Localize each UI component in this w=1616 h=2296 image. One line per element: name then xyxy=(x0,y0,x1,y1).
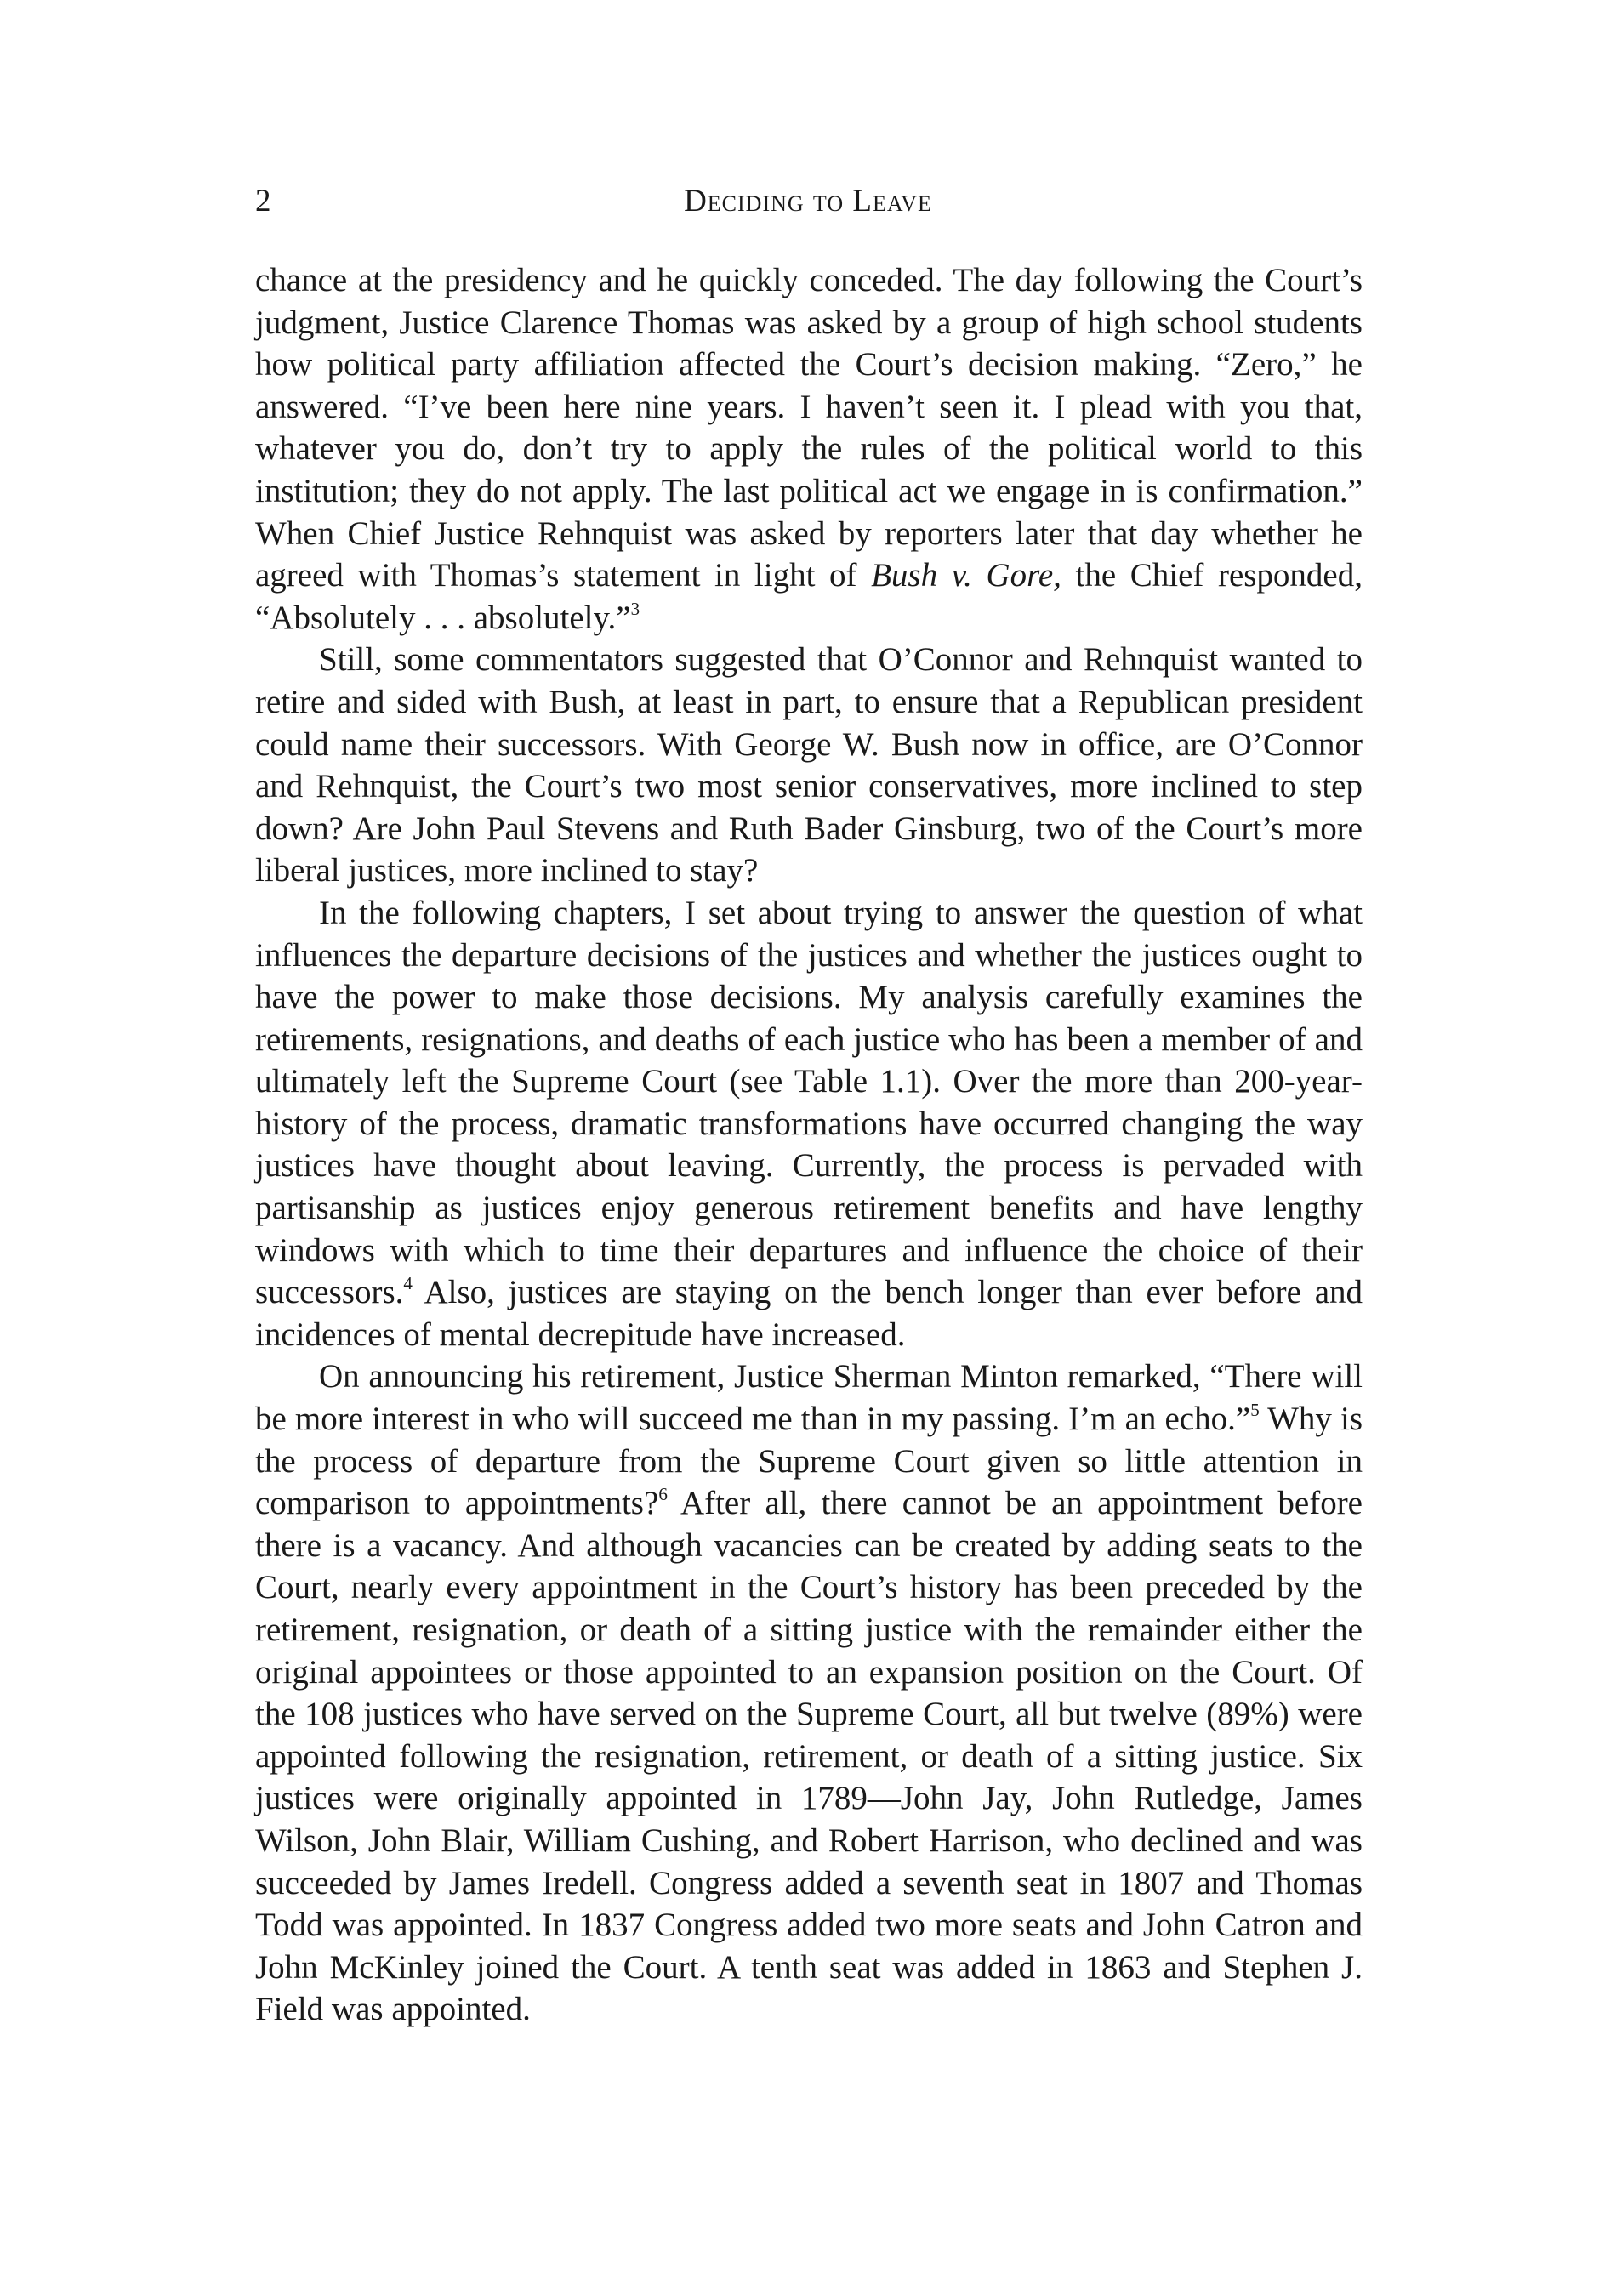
footnote-marker: 3 xyxy=(630,598,640,619)
paragraph-text: After all, there cannot be an appointment before there is a vacancy. And although vacancies can be created by adding seats to the Court, nearly every appointment in the Court’s history has been preceded by the retirement, resignation, or death of a sitting justice with the remainder either the original appointees or those appointed to an expansion position on the Court. Of the 108 justices who have served on the Supreme Court, all but twelve (89%) were appointed following the resignation, retirement, or death of a sitting justice. Six justices were originally appointed in 1789—John Jay, John Rutledge, James Wilson, John Blair, William Cushing, and Robert Harrison, who declined and was succeeded by James Iredell. Congress added a seventh seat in 1807 and Thomas Todd was appointed. In 1837 Congress added two more seats and John Catron and John McKinley joined the Court. A tenth seat was added in 1863 and Stephen J. Field was appointed. xyxy=(255,1485,1363,2028)
paragraph-text: chance at the presidency and he quickly conceded. The day following the Court’s judgment, Justice Clarence Thomas was asked by a group of high school students how political party affiliation affected the Court’s decision making. “Zero,” he answered. “I’ve been here nine years. I haven’t seen it. I plead with you that, whatever you do, don’t try to apply the rules of the political world to this institution; they do not apply. The last political act we engage in is confirmation.” When Chief Justice Rehnquist was asked by reporters later that day whether he agreed with Thomas’s statement in light of xyxy=(255,262,1363,594)
paragraph-text: Still, some commentators suggested that O’Connor and Rehnquist wanted to retire and sided with Bush, at least in part, to ensure that a Republican president could name their successors. With George W. Bush now in office, are O’Connor and Rehnquist, the Court’s two most senior conservatives, more inclined to step down? Are John Paul Stevens and Ruth Bader Ginsburg, two of the Court’s more liberal justices, more inclined to stay? xyxy=(255,641,1363,889)
paragraph-1 xyxy=(255,259,1363,639)
paragraph-2 xyxy=(255,639,1363,892)
footnote-marker: 4 xyxy=(403,1273,413,1294)
paragraph-text: In the following chapters, I set about trying to answer the question of what influences the departure decisions of the justices and whether the justices ought to have the power to make those decisions. My analysis carefully examines the retirements, resignations, and deaths of each justice who has been a member of and ultimately left the Supreme Court (see Table 1.1). Over the more than 200-year-history of the process, dramatic transformations have occurred changing the way justices have thought about leaving. Currently, the process is pervaded with partisanship as justices enjoy generous retirement benefits and have lengthy windows with which to time their departures and influence the choice of their successors. xyxy=(255,894,1363,1311)
footnote-marker: 5 xyxy=(1250,1400,1260,1421)
paragraph-text: Also, justices are staying on the bench longer than ever before and incidences of mental decrepitude have increased. xyxy=(255,1274,1363,1353)
paragraph-text: Why is the process of departure from the Supreme Court given so little attention in comparison to appointments? xyxy=(255,1401,1363,1522)
page-header xyxy=(255,180,1361,223)
case-citation: Bush v. Gore, xyxy=(871,557,1061,594)
running-head: Deciding to Leave xyxy=(684,184,932,219)
paragraph-4 xyxy=(255,1355,1363,2031)
paragraph-3 xyxy=(255,892,1363,1356)
paragraph-text: the Chief responded, “Absolutely . . . absolutely.” xyxy=(255,557,1363,636)
paragraph-text: On announcing his retirement, Justice Sherman Minton remarked, “There will be more interest in who will succeed me than in my passing. I’m an echo.” xyxy=(255,1358,1363,1438)
page-number: 2 xyxy=(255,184,271,219)
footnote-marker: 6 xyxy=(658,1484,668,1505)
body-text xyxy=(255,259,1363,2031)
